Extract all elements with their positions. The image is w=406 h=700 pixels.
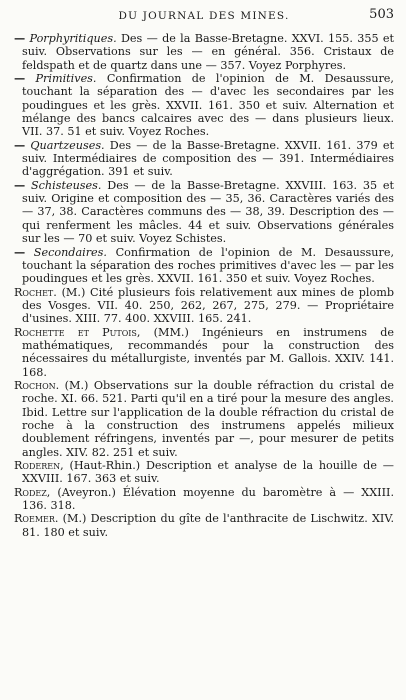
entry-heading: Rochet. [14,285,57,299]
entry-text: (Haut-Rhin.) Description et analyse de la houille de — XXVIII. 167. 363 et suiv. [22,459,394,486]
entry-dash: — [14,177,26,192]
entry-dash: — [14,71,26,86]
entry-heading: Rochon. [14,378,60,392]
entry-heading: Roderen, [14,459,64,472]
index-entry-roderen [14,459,394,486]
index-entry-rochet [14,286,394,326]
index-entry-secondaires [14,246,394,286]
page-number: 503 [369,7,394,22]
entry-text: (M.) Observations sur la double réfraction du cristal de roche. XI. 66. 521. Parti qu'il en a tiré pour la mesure des angles. Ibid. Lettre sur l'application de la double réfraction du cristal de roche à la construction des instrumens appelés milieux doublement réfringens, inventés par —, pour mesurer de petits angles. XIV. 82. 251 et suiv. [22,378,394,459]
entry-dash: — [14,137,26,152]
entry-text: (M.) Description du gîte de l'anthracite de Lischwitz. XIV. 81. 180 et suiv. [22,512,395,539]
index-entry-porphyritiques [14,32,394,72]
entry-heading: Primitives. [35,72,97,86]
index-entry-quartzeuses [14,139,394,179]
index-entries [14,32,394,539]
index-entry-roemer [14,512,394,539]
entry-text: (Aveyron.) Élévation moyenne du baromètre à — XXIII. 136. 318. [22,485,394,513]
index-entry-rochon [14,379,394,459]
index-entry-schisteuses [14,179,394,246]
entry-text: Des — de la Basse-Bretagne. XXVII. 161. 379 et suiv. Intermédiaires de composition des — 391. Intermédiaires d'aggrégation. 391 et suiv. [22,138,394,179]
entry-heading: Porphyritiques. [29,32,117,45]
entry-heading: Quartzeuses. [30,138,105,152]
entry-heading: Schisteuses. [31,178,102,192]
entry-heading: Rochette et Putois, [14,325,141,339]
entry-dash: — [14,244,26,259]
entry-text: Confirmation de l'opinion de M. Desaussure, touchant la séparation des roches primitives d'avec les — par les poudingues et les grès. XXVII. 161. 350 et suiv. Voyez Roches. [22,245,395,286]
index-entry-primitives [14,72,394,139]
running-title: DU JOURNAL DES MINES. [118,10,290,22]
entry-dash: — [14,31,26,45]
page-header [14,6,394,28]
index-entry-rochette-putois [14,326,394,379]
entry-heading: Rodez, [14,485,51,499]
index-entry-rodez [14,486,394,513]
entry-text: (MM.) Ingénieurs en instrumens de mathématiques, recommandés pour la construction des nécessaires du métallurgiste, inventés par M. Gallois. XXIV. 141. 168. [22,325,395,379]
entry-heading: Roemer. [14,512,59,526]
entry-text: Confirmation de l'opinion de M. Desaussure, touchant la séparation des — d'avec les secondaires par les poudingues et les grès. XXVII. 161. 350 et suiv. Alternation et mélange des bancs calcaires avec des — dans plusieurs lieux. VII. 37. 51 et suiv. Voyez Roches. [22,72,394,139]
entry-heading: Secondaires. [33,245,107,259]
entry-text: Des — de la Basse-Bretagne. XXVI. 155. 355 et suiv. Observations sur les — en général. 356. Cristaux de feldspath et de quartz dans une — 357. Voyez Porphyres. [22,32,394,72]
entry-text: (M.) Cité plusieurs fois relativement aux mines de plomb des Vosges. VII. 40. 250, 262, 267, 275, 279. — Propriétaire d'usines. XIII. 77. 400. XXVIII. 165. 241. [22,285,394,326]
entry-text: Des — de la Basse-Bretagne. XXVIII. 163. 35 et suiv. Origine et composition des — 35, 36. Caractères variés des — 37, 38. Caractères communs des — 38, 39. Description des — qui renferment les mâcles. 44 et suiv. Observations générales sur les — 70 et suiv. Voyez Schistes. [22,178,394,246]
